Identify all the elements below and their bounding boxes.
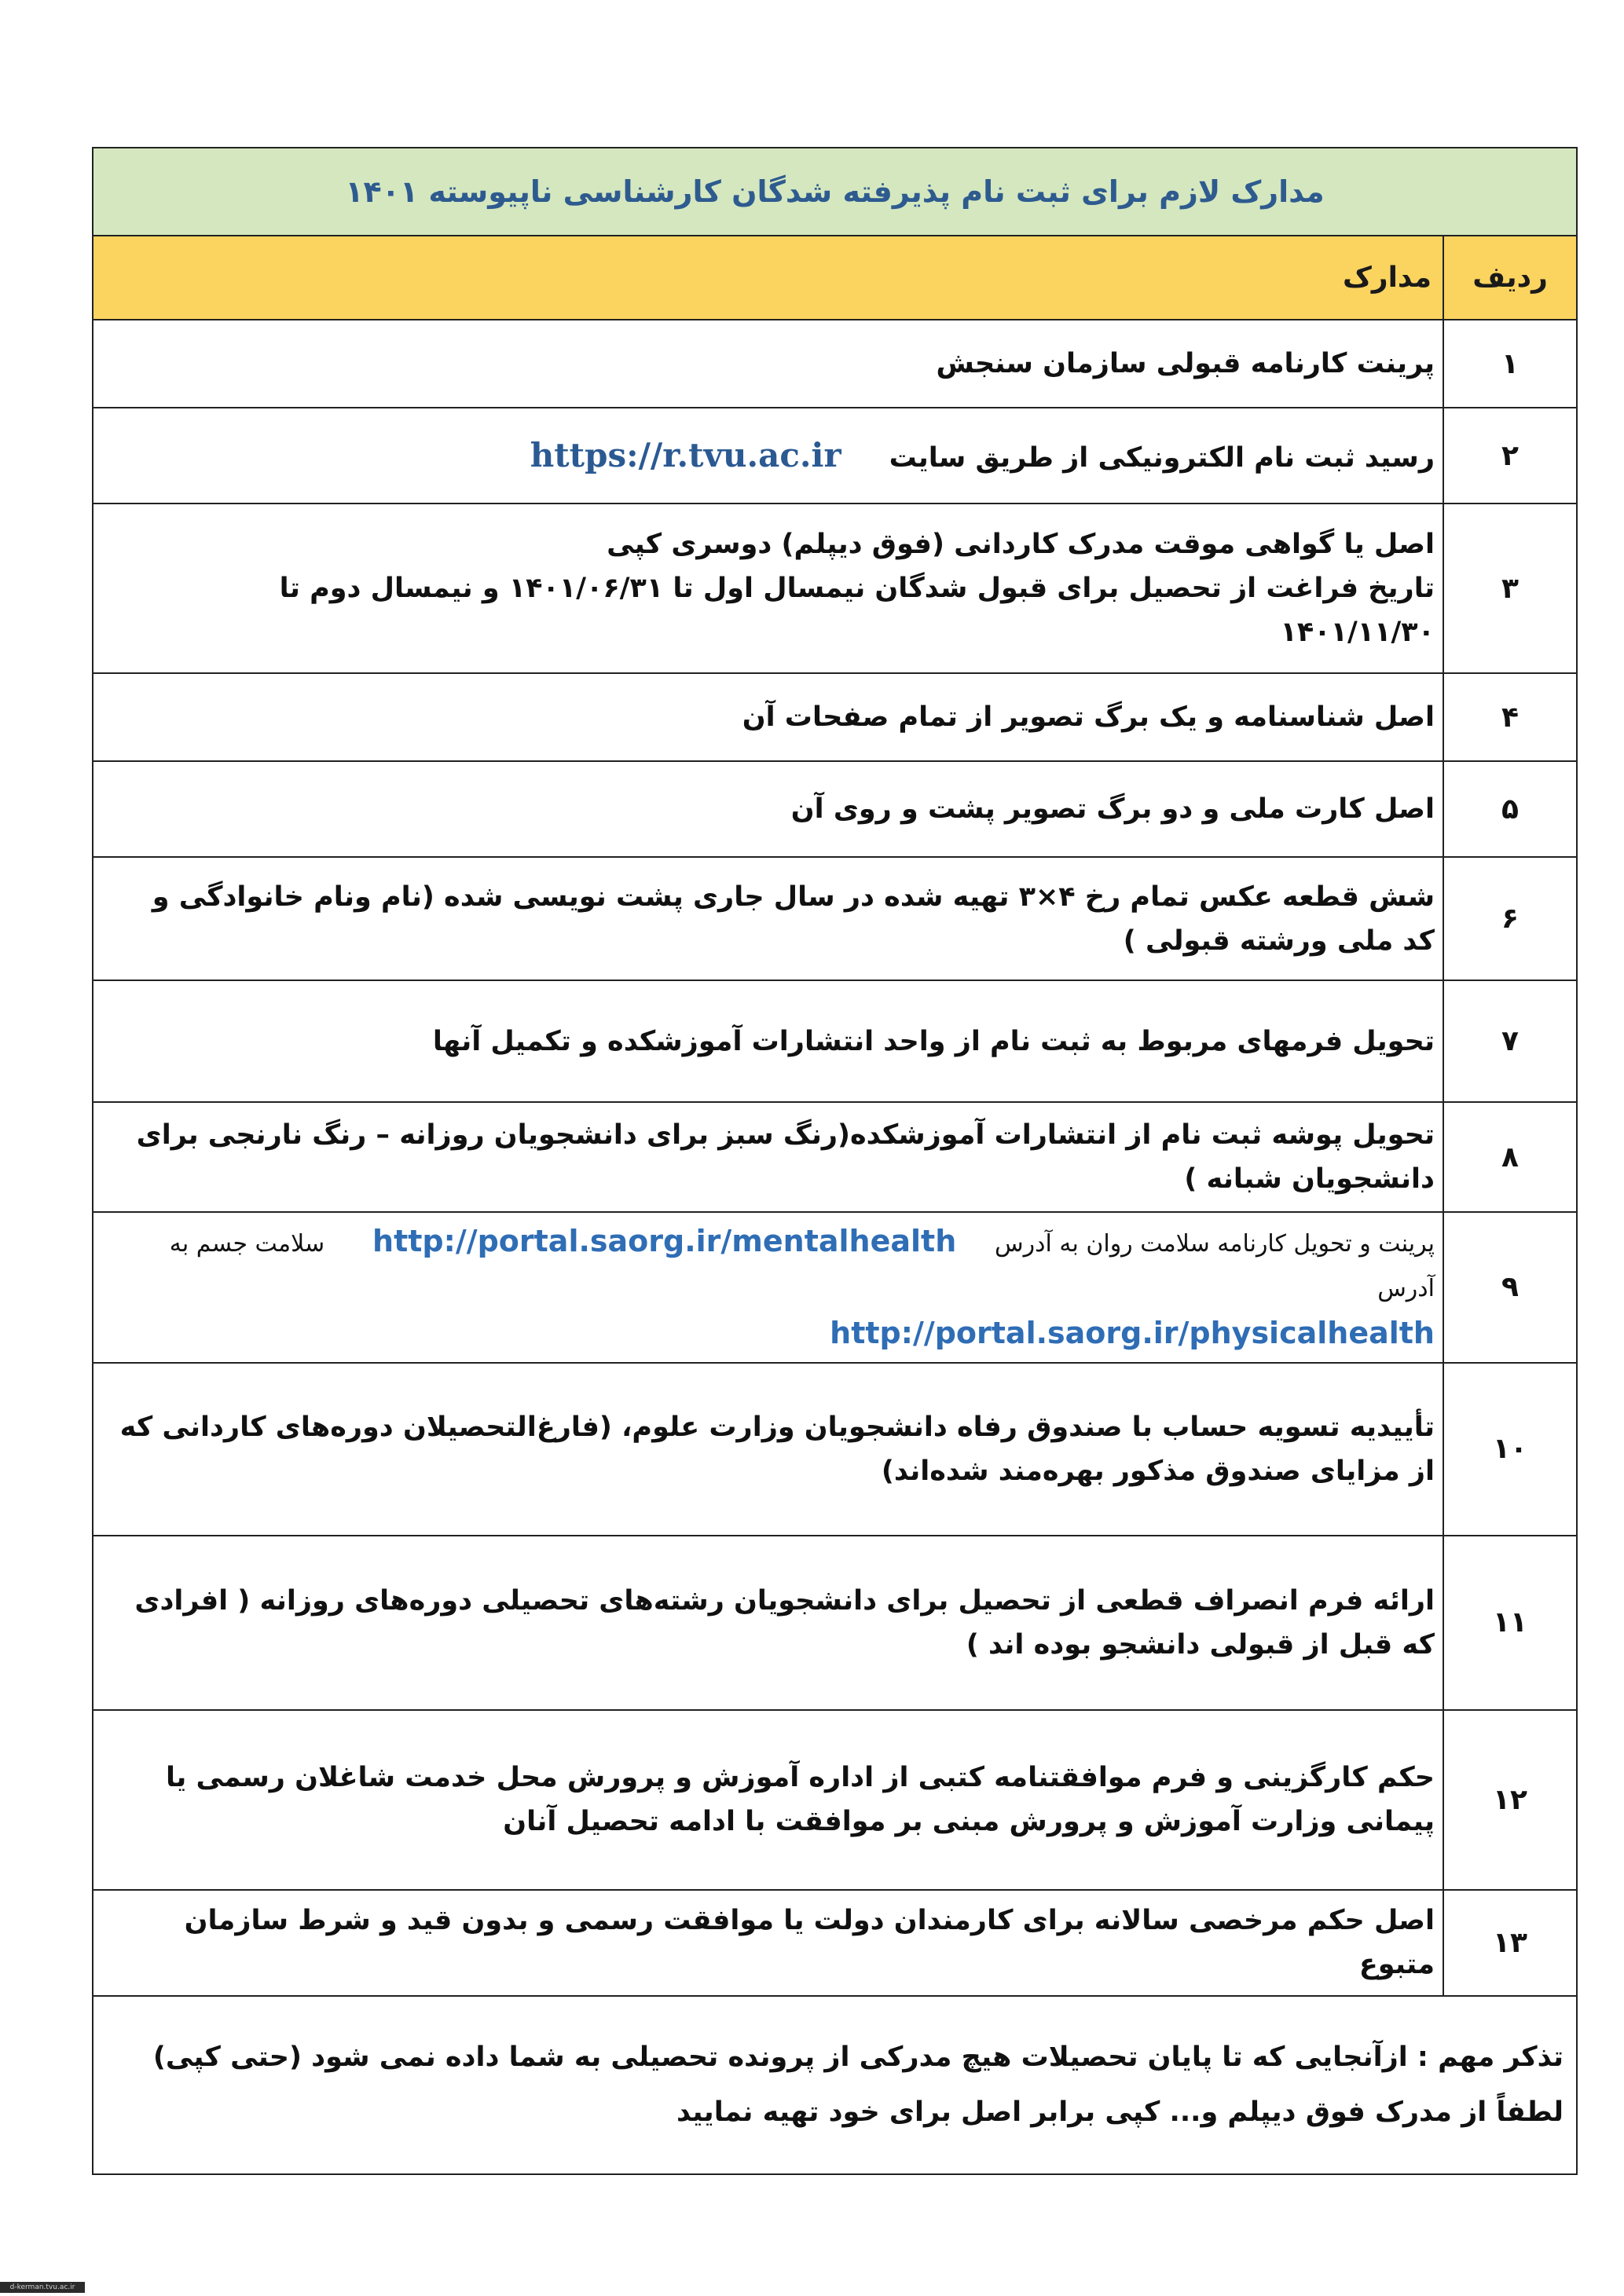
header-row-number: ردیف [1443, 236, 1577, 320]
row-text: اصل شناسنامه و یک برگ تصویر از تمام صفحات آن [93, 673, 1443, 761]
row-text-line2: تاریخ فراغت از تحصیل برای قبول شدگان نیمسال اول تا ۱۴۰۱/۰۶/۳۱ و نیمسال دوم تا ۱۴۰۱/۱۱/۳۰ [279, 573, 1435, 648]
row-text: رسید ثبت نام الکترونیکی از طریق سایت [889, 442, 1435, 474]
table-row [93, 1102, 1577, 1212]
table-row [93, 1710, 1577, 1890]
row-text: اصل کارت ملی و دو برگ تصویر پشت و روی آن [93, 761, 1443, 857]
table-row [93, 673, 1577, 761]
header-documents: مدارک [93, 236, 1443, 320]
row-number: ۵ [1443, 761, 1577, 857]
table-row [93, 504, 1577, 673]
row-text: اصل حکم مرخصی سالانه برای کارمندان دولت یا موافقت رسمی و بدون قید و شرط سازمان متبوع [93, 1890, 1443, 1996]
row-text: تحویل پوشه ثبت نام از انتشارات آموزشکده(رنگ سبز برای دانشجویان روزانه – رنگ نارنجی برای دانشجویان شبانه ) [93, 1102, 1443, 1212]
table-row [93, 1890, 1577, 1996]
row-line-physical [117, 1309, 1435, 1357]
table-row [93, 980, 1577, 1102]
requirements-table [92, 147, 1578, 2175]
table-row [93, 320, 1577, 408]
table-row [93, 1536, 1577, 1710]
row-number: ۱۰ [1443, 1363, 1577, 1536]
site-watermark: d-kerman.tvu.ac.ir [0, 2282, 85, 2293]
row-line-mental [117, 1218, 1435, 1309]
row-text: سلامت جسم به آدرس [169, 1230, 1435, 1302]
table-row [93, 857, 1577, 980]
row-text: ارائه فرم انصراف قطعی از تحصیل برای دانشجویان رشته‌های تحصیلی دوره‌های روزانه ( افرادی که قبل از قبولی دانشجو بوده اند ) [93, 1536, 1443, 1710]
title-row [93, 148, 1577, 236]
mental-health-link[interactable]: http://portal.saorg.ir/mentalhealth [372, 1224, 957, 1258]
row-number: ۴ [1443, 673, 1577, 761]
row-number: ۱ [1443, 320, 1577, 408]
row-text: شش قطعه عکس تمام رخ ۴×۳ تهیه شده در سال جاری پشت نویسی شده (نام ونام خانوادگی و کد ملی ورشته قبولی ) [93, 857, 1443, 980]
table-row [93, 1363, 1577, 1536]
row-number: ۷ [1443, 980, 1577, 1102]
row-text: پرینت و تحویل کارنامه سلامت روان به آدرس [995, 1230, 1435, 1258]
row-content [93, 504, 1443, 673]
table-row [93, 761, 1577, 857]
row-content [93, 1212, 1443, 1363]
table-row [93, 408, 1577, 504]
row-number: ۹ [1443, 1212, 1577, 1363]
physical-health-link[interactable]: http://portal.saorg.ir/physicalhealth [830, 1315, 1435, 1350]
row-text: تحویل فرمهای مربوط به ثبت نام از واحد انتشارات آموزشکده و تکمیل آنها [93, 980, 1443, 1102]
site-link[interactable]: https://r.tvu.ac.ir [530, 436, 841, 475]
row-number: ۶ [1443, 857, 1577, 980]
row-number: ۸ [1443, 1102, 1577, 1212]
row-number: ۳ [1443, 504, 1577, 673]
row-content [93, 408, 1443, 504]
row-number: ۲ [1443, 408, 1577, 504]
row-text-line1: اصل یا گواهی موقت مدرک کاردانی (فوق دیپلم) دوسری کپی [607, 529, 1435, 560]
row-number: ۱۱ [1443, 1536, 1577, 1710]
row-text: تأییدیه تسویه حساب با صندوق رفاه دانشجویان وزارت علوم، (فارغ‌التحصیلان دوره‌های کاردانی که از مزایای صندوق مذکور بهره‌مند شده‌اند) [93, 1363, 1443, 1536]
table-title: مدارک لازم برای ثبت نام پذیرفته شدگان کارشناسی ناپیوسته ۱۴۰۱ [93, 148, 1577, 236]
table-row [93, 1212, 1577, 1363]
row-text: پرینت کارنامه قبولی سازمان سنجش [93, 320, 1443, 408]
header-row [93, 236, 1577, 320]
important-note: تذکر مهم : ازآنجایی که تا پایان تحصیلات هیچ مدرکی از پرونده تحصیلی به شما داده نمی شود (حتی کپی) لطفاً از مدرک فوق دیپلم و... کپی برابر اصل برای خود تهیه نمایید [93, 1996, 1577, 2174]
row-number: ۱۳ [1443, 1890, 1577, 1996]
note-row [93, 1996, 1577, 2174]
row-number: ۱۲ [1443, 1710, 1577, 1890]
row-text: حکم کارگزینی و فرم موافقتنامه کتبی از اداره آموزش و پرورش محل خدمت شاغلان رسمی یا پیمانی وزارت آموزش و پرورش مبنی بر موافقت با ادامه تحصیل آنان [93, 1710, 1443, 1890]
